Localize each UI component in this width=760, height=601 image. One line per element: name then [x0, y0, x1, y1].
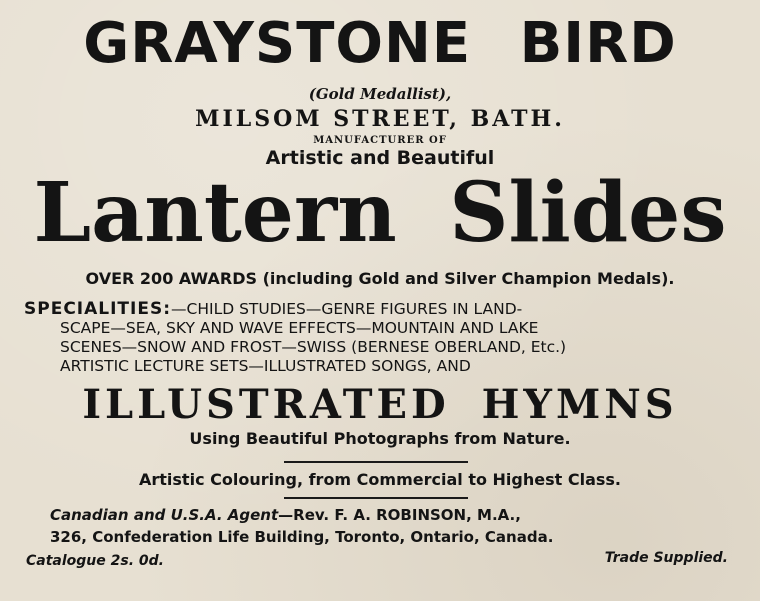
agent-line	[50, 505, 521, 525]
specialities-line: SCENES—SNOW AND FROST—SWISS (BERNESE OBERLAND, Etc.)	[60, 338, 567, 356]
agent-role: Canadian and U.S.A. Agent	[50, 506, 279, 524]
manufacturer-note: MANUFACTURER OF	[313, 135, 447, 146]
company-address: MILSOM STREET, BATH.	[195, 106, 565, 132]
divider-rule	[284, 461, 468, 463]
product-headline: Lantern Slides	[33, 165, 727, 261]
trade-supplied-note: Trade Supplied.	[604, 550, 728, 566]
specialities-label: SPECIALITIES:	[24, 299, 172, 319]
distinction-note: (Gold Medallist),	[308, 85, 452, 103]
specialities-line: —CHILD STUDIES—GENRE FIGURES IN LAND-	[171, 300, 523, 318]
catalogue-price: Catalogue 2s. 0d.	[26, 553, 164, 569]
divider-rule	[284, 497, 468, 499]
company-name: GRAYSTONE BIRD	[83, 11, 677, 76]
product-descriptor: Artistic and Beautiful	[265, 147, 495, 169]
feature-title: ILLUSTRATED HYMNS	[82, 381, 678, 428]
colouring-line: Artistic Colouring, from Commercial to Highest Class.	[139, 470, 621, 489]
specialities-block	[24, 300, 736, 376]
specialities-line: ARTISTIC LECTURE SETS—ILLUSTRATED SONGS, AND	[60, 357, 471, 375]
specialities-first-line	[24, 300, 736, 319]
agent-name: —Rev. F. A. ROBINSON, M.A.,	[278, 506, 521, 524]
feature-subtitle: Using Beautiful Photographs from Nature.	[189, 429, 571, 448]
agent-address: 326, Confederation Life Building, Toronto, Ontario, Canada.	[50, 528, 554, 546]
specialities-line: SCAPE—SEA, SKY AND WAVE EFFECTS—MOUNTAIN AND LAKE	[60, 319, 539, 337]
awards-line: OVER 200 AWARDS (including Gold and Silver Champion Medals).	[85, 269, 675, 288]
